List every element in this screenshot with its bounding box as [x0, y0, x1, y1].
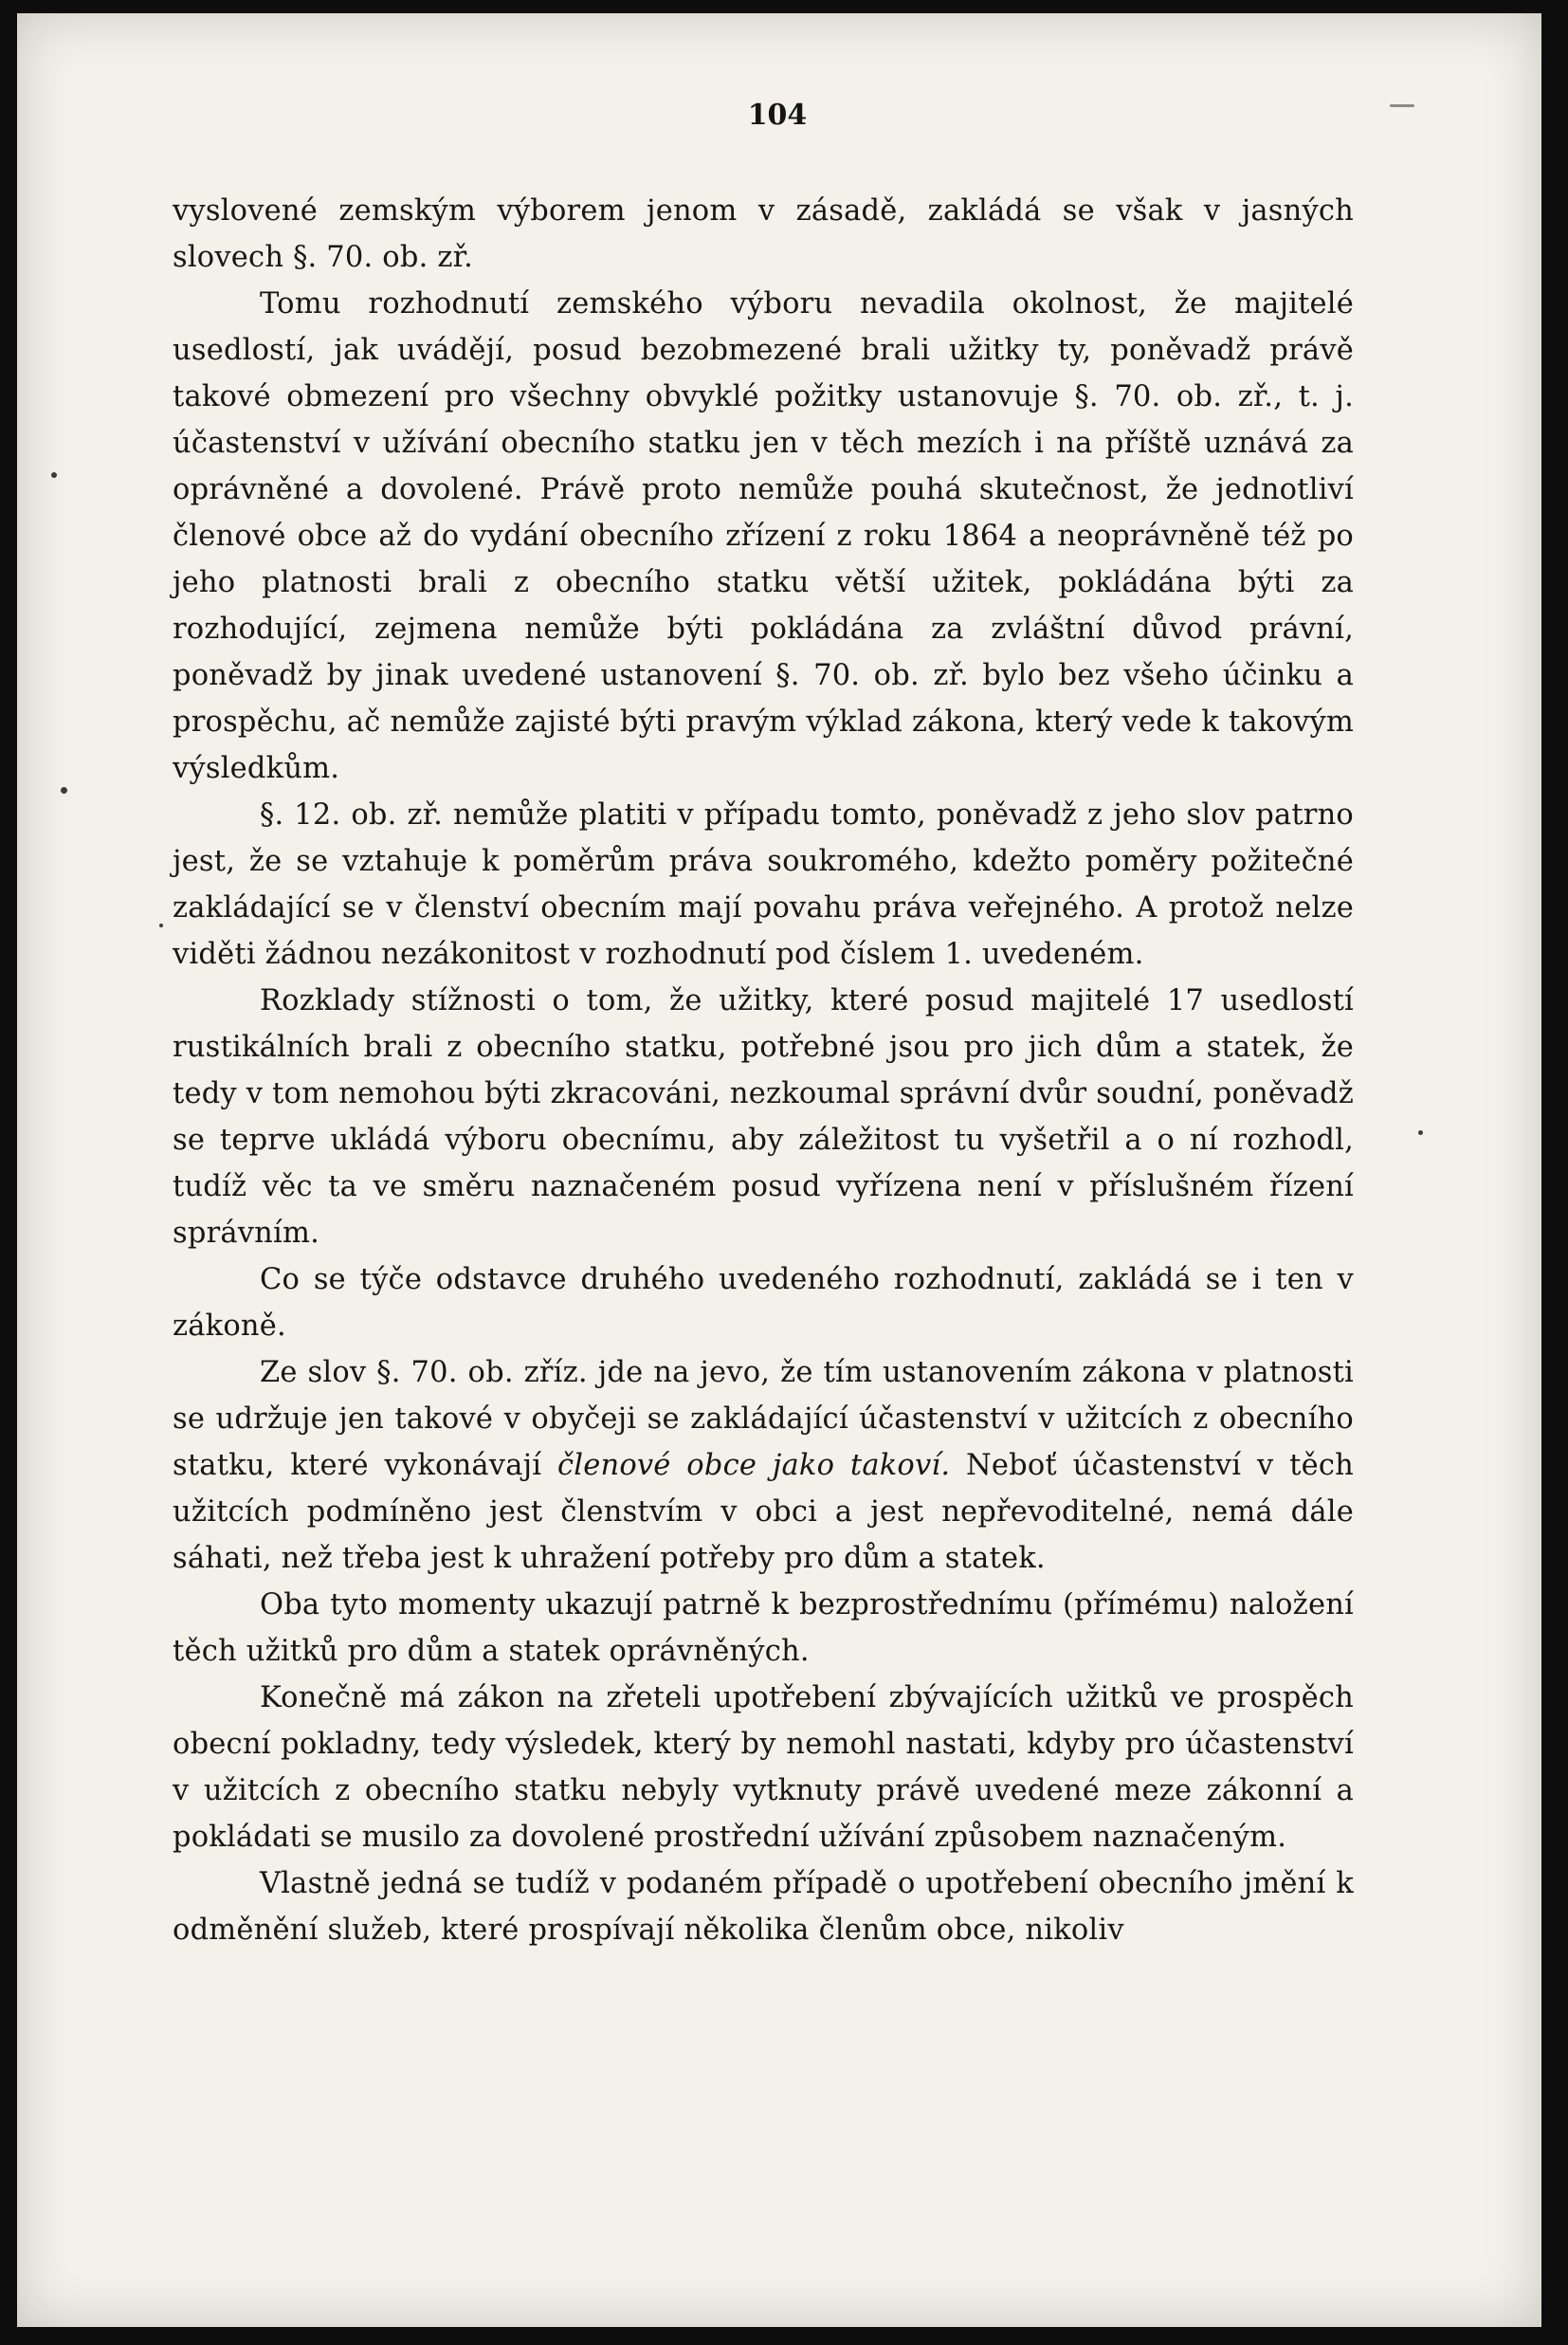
paragraph: [173, 1349, 1354, 1582]
paragraph: Co se týče odstavce druhého uvedeného rozhodnutí, zakládá se i ten v zákoně.: [173, 1263, 1354, 1343]
paragraph: Konečně má zákon na zřeteli upotřebení zbývajících užitků ve prospěch obecní pokladny, tedy výsledek, který by nemohl nastati, kdyby pro účastenství v užitcích z obecního statku nebyly vytknuty právě uvedené meze zákonní a pokládati se musilo za dovolené prostřední užívání způsobem naznačeným.: [173, 1681, 1354, 1854]
dust-speck: [51, 472, 57, 478]
paragraph-text: Ze slov §. 70. ob. zříz. jde na jevo, že tím ustanovením zákona v platnosti se udržuje jen takové v obyčeji se zakládající účastenství v užitcích z obecního statku, které vykonávají: [173, 1356, 1354, 1482]
dust-speck: [1390, 104, 1414, 107]
dust-speck: [159, 924, 163, 927]
dust-speck: [61, 787, 67, 794]
dust-speck: [1418, 1130, 1423, 1135]
paragraph: Vlastně jedná se tudíž v podaném případě o upotřebení obecního jmění k odměnění služeb, které prospívají několika členům obce, nikoliv: [173, 1867, 1354, 1947]
paragraph: Tomu rozhodnutí zemského výboru nevadila okolnost, že majitelé usedlostí, jak uvádějí, posud bezobmezené brali užitky ty, poněvadž právě takové obmezení pro všechny obvyklé požitky ustanovuje §. 70. ob. zř., t. j. účastenství v užívání obecního statku jen v těch mezích i na příště uznává za oprávněné a dovolené. Právě proto nemůže pouhá skutečnost, že jednotliví členové obce až do vydání obecního zřízení z roku 1864 a neoprávněně též po jeho platnosti brali z obecního statku větší užitek, pokládána býti za rozhodující, zejmena nemůže býti pokládána za zvláštní důvod právní, poněvadž by jinak uvedené ustanovení §. 70. ob. zř. bylo bez všeho účinku a prospěchu, ač nemůže zajisté býti pravým výklad zákona, který vede k takovým výsledkům.: [173, 287, 1354, 785]
paragraph: Oba tyto momenty ukazují patrně k bezprostřednímu (přímému) naložení těch užitků pro dům a statek oprávněných.: [173, 1588, 1354, 1668]
paragraph: vyslovené zemským výborem jenom v zásadě, zakládá se však v jasných slovech §. 70. ob. zř.: [173, 194, 1354, 274]
paragraph: Rozklady stížnosti o tom, že užitky, které posud majitelé 17 usedlostí rustikálních brali z obecního statku, potřebné jsou pro jich dům a statek, že tedy v tom nemohou býti zkracováni, nezkoumal správní dvůr soudní, poněvadž se teprve ukládá výboru obecnímu, aby záležitost tu vyšetřil a o ní rozhodl, tudíž věc ta ve směru naznačeném posud vyřízena není v příslušném řízení správním.: [173, 984, 1354, 1250]
body-text: [173, 188, 1354, 1953]
italic-phrase: členové obce jako takoví.: [556, 1449, 951, 1482]
page-number: 104: [747, 99, 808, 132]
paragraph-text: Neboť účastenství v těch užitcích podmíněno jest členstvím v obci a jest nepřevoditelné, nemá dále sáhati, než třeba jest k uhražení potřeby pro dům a statek.: [173, 1449, 1354, 1575]
paragraph: §. 12. ob. zř. nemůže platiti v případu tomto, poněvadž z jeho slov patrno jest, že se vztahuje k poměrům práva soukromého, kdežto poměry požitečné zakládající se v členství obecním mají povahu práva veřejného. A protož nelze viděti žádnou nezákonitost v rozhodnutí pod číslem 1. uvedeném.: [173, 798, 1354, 971]
